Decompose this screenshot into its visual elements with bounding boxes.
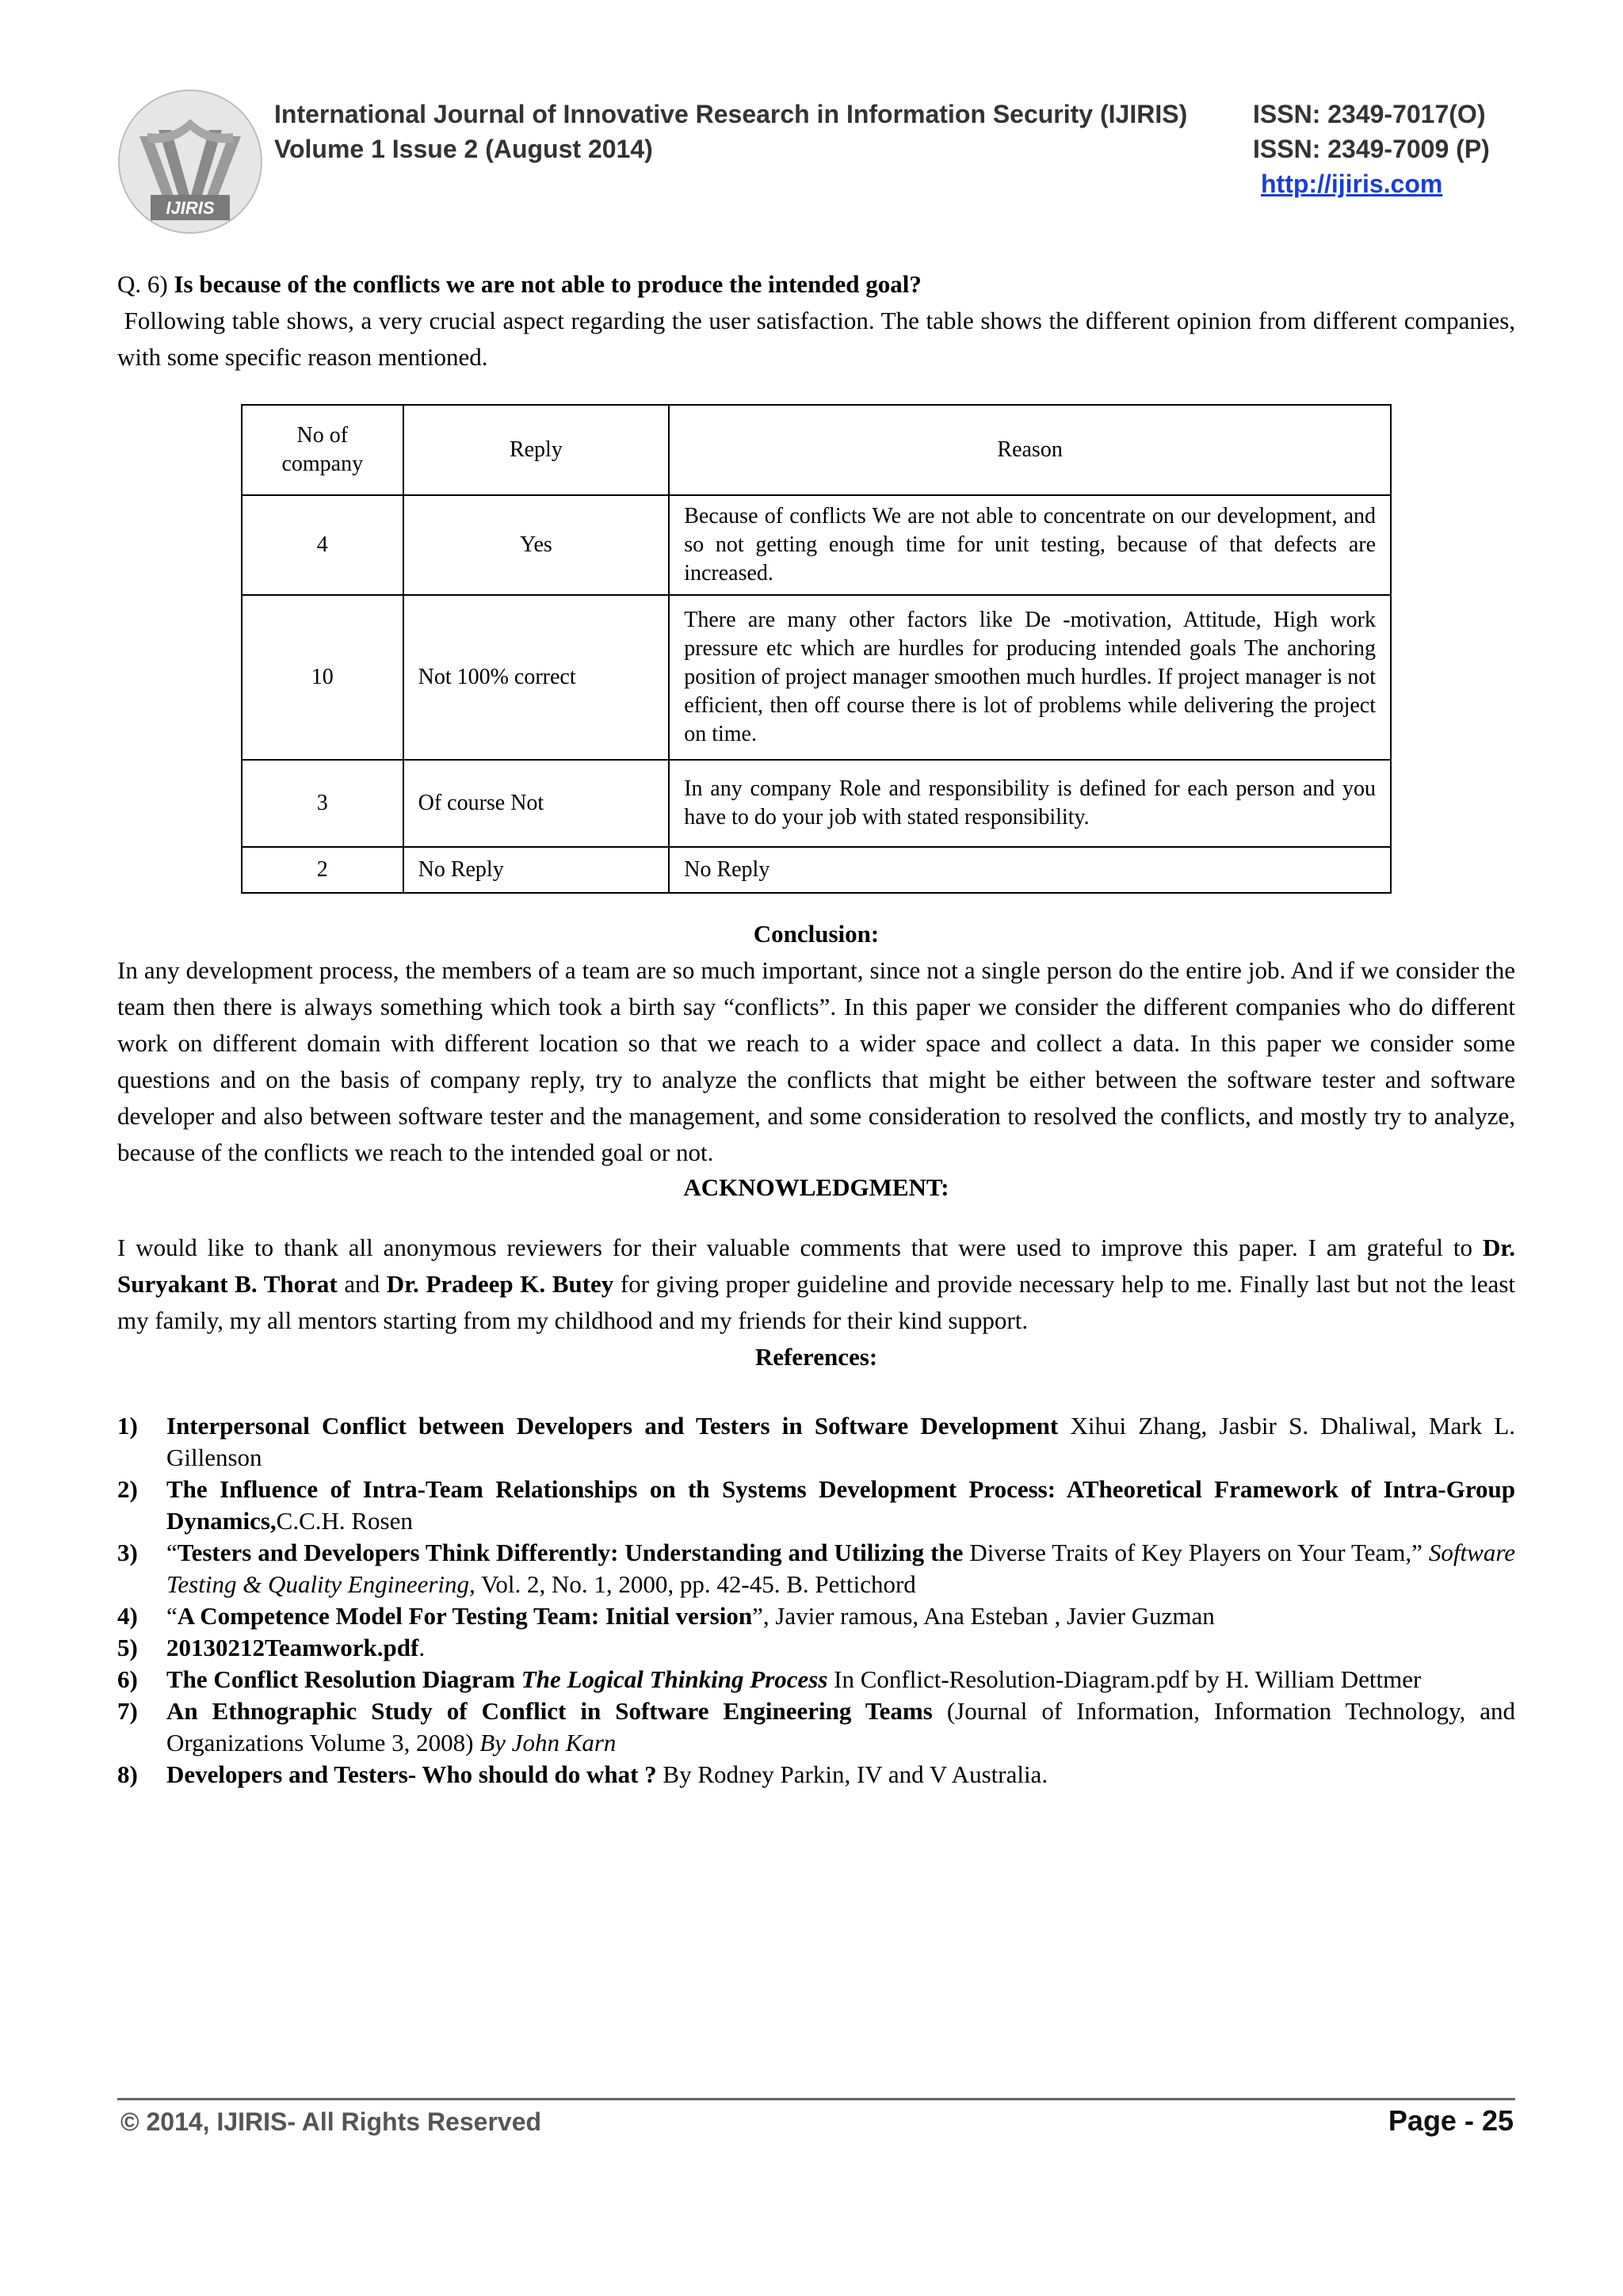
table-header-row	[242, 405, 1391, 495]
table-intro-text: Following table shows, a very crucial aspect regarding the user satisfaction. The table shows the different opinion from different companies, with some specific reason mentioned.	[117, 307, 1516, 371]
reference-item	[117, 1664, 1515, 1695]
conclusion-text: In any development process, the members of a team are so much important, since not a single person do the entire job. And if we consider the team then there is always something which took a birth say “conflicts”. In this paper we consider the different companies who do different work on different domain with different location so that we reach to a wider space and collect a data. In this paper we consider some questions and on the basis of company reply, try to analyze the conflicts that might be either between the software tester and software developer and also between software tester and the management, and some consideration to resolved the conflicts, and mostly try to analyze, because of the conflicts we reach to the intended goal or not.	[117, 956, 1515, 1166]
journal-volume: Volume 1 Issue 2 (August 2014)	[274, 135, 653, 163]
question-text: Is because of the conflicts we are not able to produce the intended goal?	[174, 270, 922, 298]
table-row	[242, 495, 1391, 595]
reference-rest: Diverse Traits of Key Players on Your Team,”	[963, 1539, 1429, 1566]
journal-url-link[interactable]: http://ijiris.com	[1261, 170, 1443, 198]
reference-item	[117, 1537, 1515, 1600]
reference-italic: Software Testing & Quality Engineering,	[166, 1539, 1515, 1598]
reference-number: 7)	[117, 1697, 138, 1725]
ack-part-1: I would like to thank all anonymous reviewers for their valuable comments that were used to improve this paper. I am grateful to	[117, 1234, 1483, 1261]
issn-print: ISSN: 2349-7009 (P)	[1253, 135, 1490, 163]
conclusion-title: Conclusion:	[753, 920, 880, 948]
reference-item	[117, 1632, 1515, 1664]
reference-title: Testers and Developers Think Differently: Understanding and Utilizing the	[177, 1539, 964, 1566]
reference-rest: C.C.H. Rosen	[276, 1507, 413, 1535]
cell-reply: Yes	[403, 495, 670, 595]
issn-online: ISSN: 2349-7017(O)	[1253, 100, 1486, 128]
reference-title: A Competence Model For Testing Team: Initial version	[177, 1602, 753, 1630]
journal-header	[116, 73, 1510, 271]
reference-rest-2: Vol. 2, No. 1, 2000, pp. 42-45. B. Pettichord	[475, 1570, 916, 1598]
table-intro	[117, 303, 1515, 376]
reference-number: 2)	[117, 1475, 138, 1503]
reference-number: 8)	[117, 1760, 138, 1788]
reference-title: 20130212Teamwork.pdf	[166, 1634, 419, 1661]
footer-copyright: © 2014, IJIRIS- All Rights Reserved	[120, 2107, 542, 2136]
header-left	[274, 97, 1187, 166]
reference-rest: Xihui Zhang, Jasbir S. Dhaliwal, Mark L. Gillenson	[166, 1412, 1515, 1471]
reference-italic: By John Karn	[479, 1729, 617, 1756]
header-cell-company: No of company	[242, 405, 403, 495]
table-row	[242, 595, 1391, 760]
cell-count: 4	[242, 495, 403, 595]
cell-count: 2	[242, 847, 403, 893]
reference-rest: ”, Javier ramous, Ana Esteban , Javier Guzman	[752, 1602, 1215, 1630]
cell-reply: No Reply	[403, 847, 670, 893]
reference-rest: By Rodney Parkin, IV and V Australia.	[656, 1760, 1048, 1788]
references-list	[117, 1410, 1515, 1791]
footer-divider	[117, 2098, 1515, 2100]
ack-name-2: Dr. Pradeep K. Butey	[386, 1270, 614, 1298]
reference-item	[117, 1600, 1515, 1632]
reference-item	[117, 1474, 1515, 1537]
cell-reply: Of course Not	[403, 760, 670, 847]
acknowledgment-title: ACKNOWLEDGMENT:	[683, 1173, 949, 1201]
reference-rest: (Journal of Information, Information Technology, and Organizations Volume 3, 2008)	[166, 1697, 1515, 1756]
reference-number: 1)	[117, 1412, 138, 1440]
footer-page-number: Page - 25	[1388, 2104, 1514, 2137]
question-heading	[117, 266, 1515, 303]
journal-title: International Journal of Innovative Research in Information Security (IJIRIS)	[274, 100, 1188, 128]
reference-title: The Conflict Resolution Diagram	[166, 1665, 521, 1693]
reference-number: 5)	[117, 1634, 138, 1661]
reference-open-quote: “	[166, 1602, 178, 1630]
header-cell-reply: Reply	[403, 405, 670, 495]
ack-and: and	[337, 1270, 387, 1298]
table-row	[242, 760, 1391, 847]
reference-item	[117, 1695, 1515, 1759]
cell-reason: No Reply	[669, 847, 1391, 893]
cell-reply: Not 100% correct	[403, 595, 670, 760]
question-prefix: Q. 6)	[117, 270, 174, 298]
header-cell-reason: Reason	[669, 405, 1391, 495]
reference-item	[117, 1759, 1515, 1791]
reference-title: An Ethnographic Study of Conflict in Software Engineering Teams	[166, 1697, 933, 1725]
acknowledgment-text	[117, 1230, 1515, 1339]
cell-reason: In any company Role and responsibility is defined for each person and you have to do your job with stated responsibility.	[669, 760, 1391, 847]
reference-title: Interpersonal Conflict between Developers and Testers in Software Development	[166, 1412, 1059, 1440]
reference-title: Developers and Testers- Who should do what ?	[166, 1760, 657, 1788]
ack-part-2: for giving proper guideline and provide necessary help to me. Finally last but not the least my family, my all mentors starting from my childhood and my friends for their kind support.	[117, 1270, 1515, 1334]
reference-number: 6)	[117, 1665, 138, 1693]
reference-rest: .	[418, 1634, 426, 1661]
ack-name-1: Dr. Suryakant B. Thorat	[117, 1234, 1515, 1298]
table-row	[242, 847, 1391, 893]
cell-reason: Because of conflicts We are not able to concentrate on our development, and so not getting enough time for unit testing, because of that defects are increased.	[669, 495, 1391, 595]
reference-item	[117, 1410, 1515, 1474]
logo-text: IJIRIS	[166, 198, 215, 218]
reference-title: The Influence of Intra-Team Relationships on th Systems Development Process: ATheoretical Framework of Intra-Group Dynamics,	[166, 1475, 1515, 1535]
journal-logo-icon	[116, 87, 265, 236]
header-right	[1253, 97, 1514, 201]
survey-results-table	[241, 404, 1392, 894]
cell-reason: There are many other factors like De -motivation, Attitude, High work pressure etc which are hurdles for producing intended goals The anchoring position of project manager smoothen much hurdles. If project manager is not efficient, then off course there is lot of problems while delivering the project on time.	[669, 595, 1391, 760]
cell-count: 10	[242, 595, 403, 760]
references-title: References:	[754, 1343, 878, 1371]
reference-rest: In Conflict-Resolution-Diagram.pdf by H. William Dettmer	[827, 1665, 1422, 1693]
cell-count: 3	[242, 760, 403, 847]
reference-bold-italic: The Logical Thinking Process	[521, 1665, 828, 1693]
reference-number: 4)	[117, 1602, 138, 1630]
reference-open-quote: “	[166, 1539, 178, 1566]
reference-number: 3)	[117, 1539, 138, 1566]
